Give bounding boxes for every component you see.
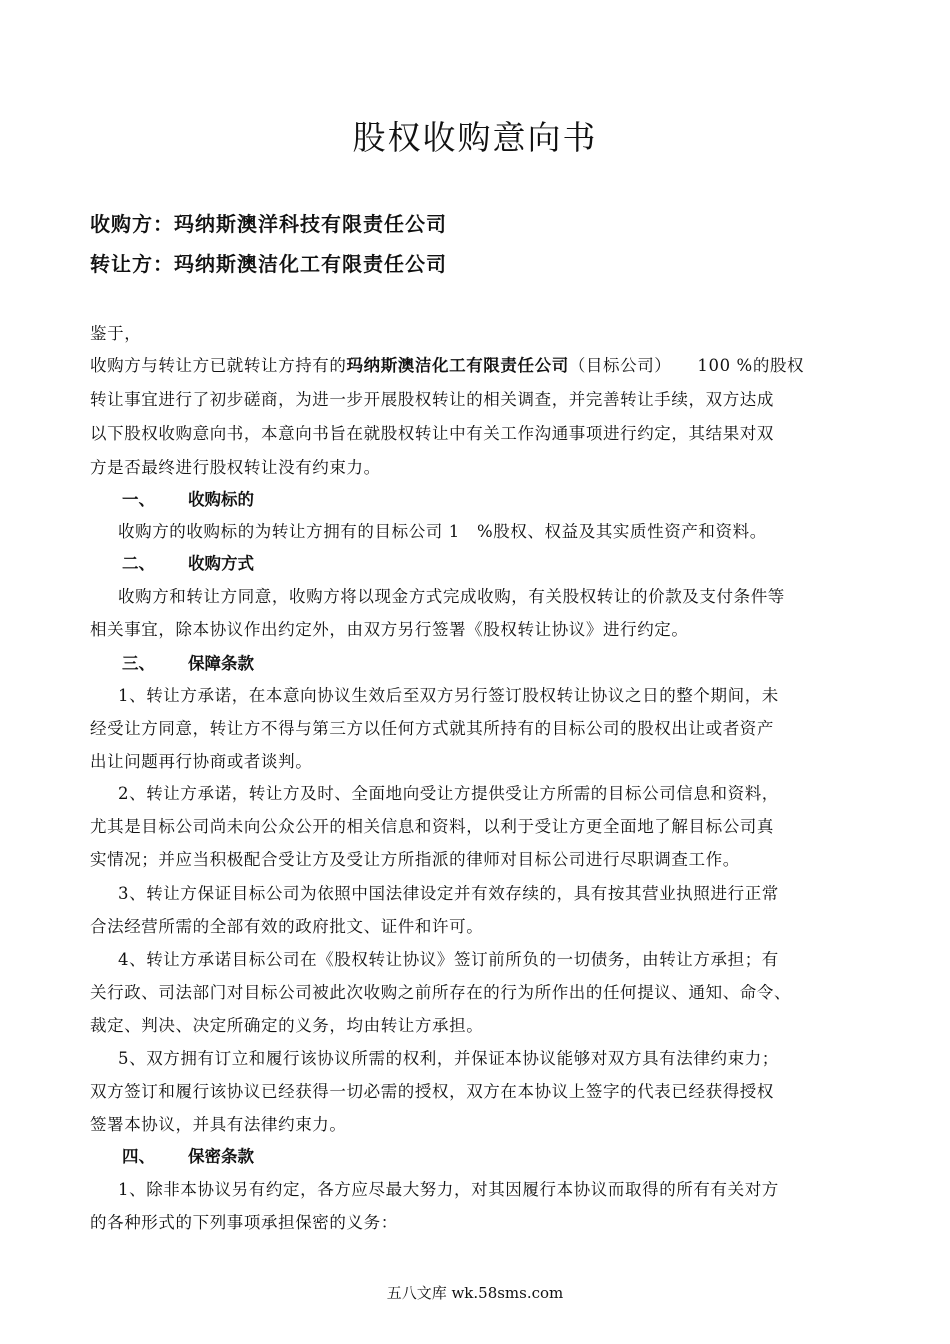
section-heading <box>122 486 254 510</box>
section-title: 保密条款 <box>188 1147 254 1166</box>
paragraph-line: 的各种形式的下列事项承担保密的义务： <box>90 1213 398 1232</box>
intro-line-3: 以下股权收购意向书，本意向书旨在就股权转让中有关工作沟通事项进行约定，其结果对双 <box>90 424 774 443</box>
intro-line-4: 方是否最终进行股权转让没有约束力。 <box>90 458 381 477</box>
section-number: 二、 <box>122 554 155 573</box>
buyer-line: 收购方：玛纳斯澳洋科技有限责任公司 <box>90 212 447 236</box>
paragraph-line: 裁定、判决、决定所确定的义务，均由转让方承担。 <box>90 1016 484 1035</box>
paragraph-line: 2、转让方承诺，转让方及时、全面地向受让方提供受让方所需的目标公司信息和资料， <box>118 784 779 803</box>
section-heading <box>122 650 254 674</box>
paragraph-line: 3、转让方保证目标公司为依照中国法律设定并有效存续的，具有按其营业执照进行正常 <box>118 884 779 903</box>
section-title: 收购方式 <box>188 554 254 573</box>
target-company: 玛纳斯澳洁化工有限责任公司 <box>346 356 569 375</box>
section-number: 一、 <box>122 490 155 509</box>
greeting: 鉴于， <box>90 324 142 343</box>
paragraph-line: 经受让方同意，转让方不得与第三方以任何方式就其所持有的目标公司的股权出让或者资产 <box>90 719 774 738</box>
intro-line-1 <box>90 352 870 376</box>
intro-text: 收购方与转让方已就转让方持有的 <box>90 356 347 375</box>
paragraph-line: 收购方和转让方同意，收购方将以现金方式完成收购，有关股权转让的价款及支付条件等 <box>118 587 785 606</box>
paragraph-line: 双方签订和履行该协议已经获得一切必需的授权，双方在本协议上签字的代表已经获得授权 <box>90 1082 774 1101</box>
paragraph-line: 签署本协议，并具有法律约束力。 <box>90 1115 347 1134</box>
footer-watermark: 五八文库 wk.58sms.com <box>386 1284 564 1302</box>
paragraph-line: 5、双方拥有订立和履行该协议所需的权利，并保证本协议能够对双方具有法律约束力； <box>118 1049 779 1068</box>
paragraph-line: 实情况；并应当积极配合受让方及受让方所指派的律师对目标公司进行尽职调查工作。 <box>90 850 740 869</box>
paragraph-line: 出让问题再行协商或者谈判。 <box>90 752 313 771</box>
intro-line-2: 转让事宜进行了初步磋商，为进一步开展股权转让的相关调查，并完善转让手续，双方达成 <box>90 390 774 409</box>
paragraph-line: 尤其是目标公司尚未向公众公开的相关信息和资料，以利于受让方更全面地了解目标公司真 <box>90 817 774 836</box>
document-title: 股权收购意向书 <box>352 118 598 157</box>
section-heading <box>122 550 254 574</box>
share-percent: 100 %的股权 <box>697 356 805 375</box>
paragraph-line: 合法经营所需的全部有效的政府批文、证件和许可。 <box>90 917 484 936</box>
paragraph-line: 1、转让方承诺，在本意向协议生效后至双方另行签订股权转让协议之日的整个期间，未 <box>118 686 779 705</box>
paragraph-line: 1、除非本协议另有约定，各方应尽最大努力，对其因履行本协议而取得的所有有关对方 <box>118 1180 779 1199</box>
target-label: （目标公司） <box>568 356 672 375</box>
paragraph-line: 4、转让方承诺目标公司在《股权转让协议》签订前所负的一切债务，由转让方承担；有 <box>118 950 779 969</box>
section-number: 四、 <box>122 1147 155 1166</box>
section-title: 保障条款 <box>188 654 254 673</box>
section-heading <box>122 1143 254 1167</box>
paragraph-line: 收购方的收购标的为转让方拥有的目标公司 1 %股权、权益及其实质性资产和资料。 <box>118 522 767 541</box>
seller-line: 转让方：玛纳斯澳洁化工有限责任公司 <box>90 252 447 276</box>
section-number: 三、 <box>122 654 155 673</box>
paragraph-line: 关行政、司法部门对目标公司被此次收购之前所存在的行为所作出的任何提议、通知、命令、 <box>90 983 792 1002</box>
section-title: 收购标的 <box>188 490 254 509</box>
paragraph-line: 相关事宜，除本协议作出约定外，由双方另行签署《股权转让协议》进行约定。 <box>90 620 689 639</box>
